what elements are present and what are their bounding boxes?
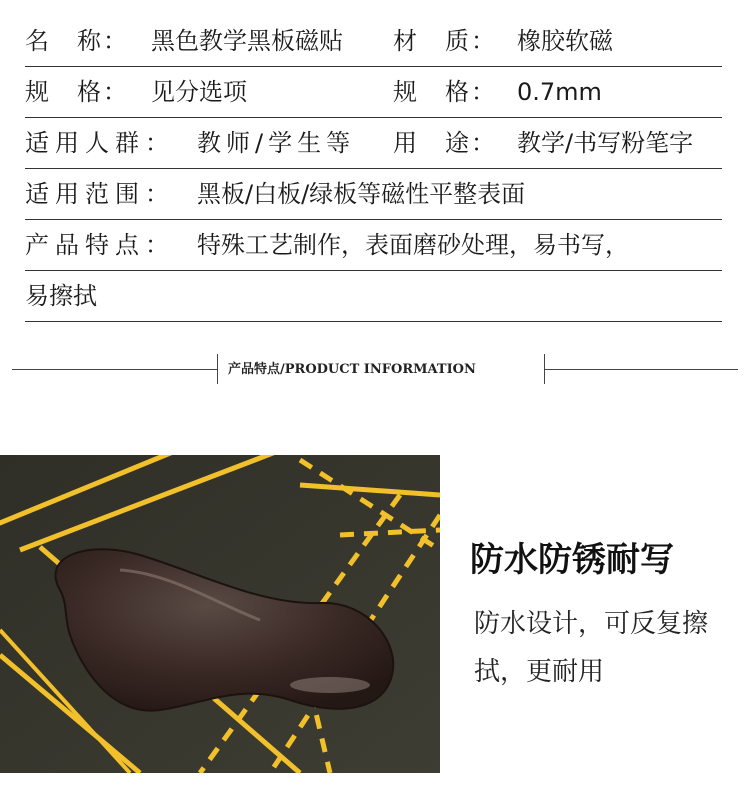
product-photo	[0, 455, 440, 773]
divider-tick-left	[217, 354, 218, 384]
label-thickness: 规 格：	[393, 78, 497, 106]
label-users: 适用人群：	[25, 129, 175, 157]
value-scope: 黑板/白板/绿板等磁性平整表面	[197, 180, 526, 208]
label-material: 材 质：	[393, 27, 497, 55]
section-header: 产品特点/PRODUCT INFORMATION	[228, 362, 476, 377]
value-material: 橡胶软磁	[517, 27, 613, 55]
feature-description: 防水设计，可反复擦拭，更耐用	[474, 609, 709, 687]
droplet-reflection	[290, 677, 370, 693]
value-features: 特殊工艺制作，表面磨砂处理，易书写，	[197, 231, 629, 259]
value-usage: 教学/书写粉笔字	[517, 129, 694, 157]
spec-row-scope	[25, 169, 722, 220]
divider-line-left	[12, 369, 217, 370]
value-features-cont: 易擦拭	[25, 282, 97, 310]
label-name: 名 称：	[25, 27, 129, 55]
spec-row-size	[25, 67, 722, 118]
blackboard-image	[0, 455, 440, 773]
value-size-options: 见分选项	[151, 78, 247, 106]
value-name: 黑色教学黑板磁贴	[151, 27, 343, 55]
feature-title: 防水防锈耐写	[470, 540, 674, 580]
value-thickness: 0.7mm	[517, 78, 602, 106]
section-divider	[0, 352, 750, 388]
label-features: 产品特点：	[25, 231, 175, 259]
divider-line-right	[545, 369, 738, 370]
spec-row-name	[25, 16, 722, 67]
spec-row-users	[25, 118, 722, 169]
label-size: 规 格：	[25, 78, 129, 106]
spec-row-features	[25, 220, 722, 271]
value-users: 教师/学生等	[197, 129, 356, 157]
spec-row-features-cont	[25, 271, 722, 322]
label-scope: 适用范围：	[25, 180, 175, 208]
label-usage: 用 途：	[393, 129, 497, 157]
